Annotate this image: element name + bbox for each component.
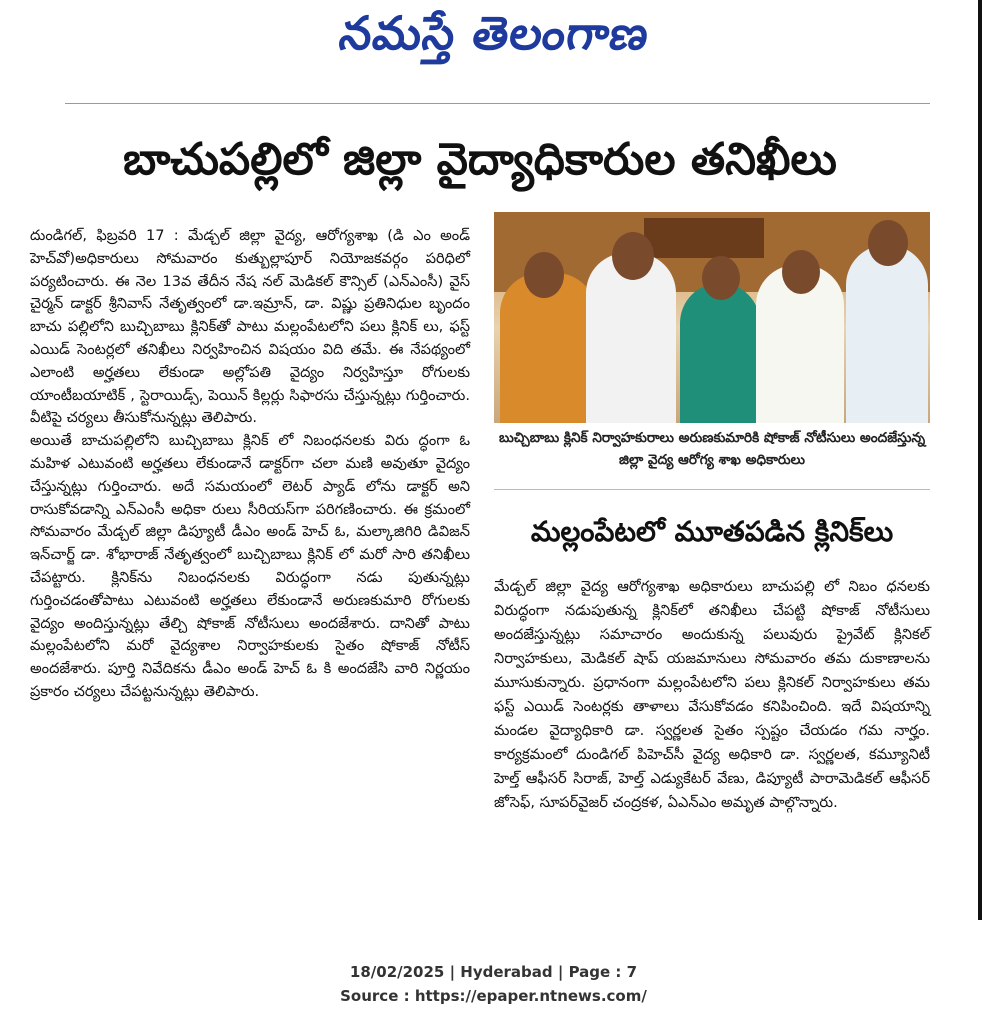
photo-person-4-head (782, 250, 820, 294)
photo-person-5-head (868, 220, 908, 266)
masthead (0, 0, 987, 80)
footer-source-link[interactable]: Source : https://epaper.ntnews.com/ (340, 987, 647, 1005)
header-divider (65, 103, 930, 104)
newspaper-logo: నమస్తే తెలంగాణ (335, 6, 653, 60)
footer-edition-info: 18/02/2025 | Hyderabad | Page : 7 (349, 963, 638, 981)
photo-person-3 (680, 283, 760, 423)
photo-caption: బుచ్చిబాబు క్లినిక్ నిర్వాహకురాలు అరుణకుమారికి షోకాజ్ నోటీసులు అందజేస్తున్న జిల్లా వైద్య ఆరోగ్య శాఖ అధికారులు (494, 427, 930, 490)
article-headline: బాచుపల్లిలో జిల్లా వైద్యాధికారుల తనిఖీలు (123, 134, 837, 185)
photo-person-1-head (524, 252, 564, 298)
left-column (30, 225, 470, 704)
photo-person-3-head (702, 256, 740, 300)
article-paragraph-1: దుండిగల్, ఫిబ్రవరి 17 : మేడ్చల్ జిల్లా వైద్య, ఆరోగ్యశాఖ (డి ఎం అండ్ హెచ్‌వో)అధికారులు సోమవారం కుత్బుల్లాపూర్ నియోజకవర్గం పరిధిలో పర్యటించారు. ఈ నెల 13వ తేదీన నేష నల్ మెడికల్ కౌన్సిల్ (ఎన్ఎంసీ) వైస్ చైర్మన్ డాక్టర్ శ్రీనివాస్ నేతృత్వంలో డా.ఇమ్రాన్, డా. విష్ణు ప్రతినిధుల బృందం బాచు పల్లిలోని బుచ్చిబాబు క్లినిక్‌తో పాటు మల్లంపేటలోని పలు క్లినిక్ లు, ఫస్ట్ ఎయిడ్ సెంటర్లలో తనిఖీలు నిర్వహించిన విషయం విది తమే. ఈ నేపథ్యంలో ఎలాంటి అర్హతలు లేకుండా అల్లోపతి వైద్యం నిర్వహిస్తూ రోగులకు యాంటీబయాటిక్ , స్టెరాయిడ్స్, పెయిన్ కిల్లర్లు సిఫారసు చేస్తున్నట్లు గుర్తించారు. వీటిపై చర్యలు తీసుకోనున్నట్లు తెలిపారు. (30, 227, 470, 427)
article-paragraph-2: అయితే బాచుపల్లిలోని బుచ్చిబాబు క్లినిక్ లో నిబంధనలకు విరు ద్ధంగా ఓ మహిళ ఎటువంటి అర్హతలు లేకుండానే డాక్టర్‌గా చలా మణి అవుతూ వైద్యం చేస్తున్నట్లు గుర్తించారు. అదే సమయంలో లెటర్ ప్యాడ్ లోను డాక్టర్ అని రాసుకోవడాన్ని ఎన్ఎంసీ అధికా రులు సీరియస్‌గా పరిగణించారు. ఈ క్రమంలో సోమవారం మేడ్చల్ జిల్లా డిప్యూటీ డీఎం అండ్ హెచ్ ఓ, మల్కాజిగిరి డివిజన్ ఇన్‌చార్జ్ డా. శోభారాజ్ నేతృత్వంలో బుచ్చిబాబు క్లినిక్ లో మరో సారి తనిఖీలు చేపట్టారు. క్లినిక్‌ను నిబంధనలకు విరుద్ధంగా నడు పుతున్నట్లు గుర్తించడంతోపాటు ఎటువంటి అర్హతలు లేకుండానే అరుణకుమారి రోగులకు వైద్యం అందిస్తున్నట్లు తేల్చి షోకాజ్ నోటీసులు అందజేశారు. దానితో పాటు మల్లంపేటలోని మరో వైద్యశాల నిర్వాహకులకు సైతం షోకాజ్ నోటీస్ అందజేశారు. పూర్తి నివేదికను డీఎం అండ్ హెచ్ ఓ కి అందజేసి వారి నిర్ణయం ప్రకారం చర్యలు చేపట్టనున్నట్లు తెలిపారు. (30, 432, 470, 700)
photo-frames (644, 218, 764, 258)
photo-person-5 (846, 245, 928, 423)
page-footer (0, 960, 987, 1008)
news-photo (494, 212, 930, 423)
article-subheadline: మల్లంపేటలో మూతపడిన క్లినిక్‌లు (530, 515, 894, 548)
photo-person-2-head (612, 232, 654, 280)
page-edge-border (978, 0, 982, 920)
article-paragraph-3: మేడ్చల్ జిల్లా వైద్య ఆరోగ్యశాఖ అధికారులు బాచుపల్లి లో నిబం ధనలకు విరుద్ధంగా నడుపుతున్న క్లినిక్‌లో తనిఖీలు చేపట్టి షోకాజ్ నోటీసులు అందజేస్తున్నట్లు సమాచారం అందుకున్న పలువురు ప్రైవేట్ క్లినికల్ నిర్వాహకులు, మెడికల్ షాప్ యజమానులు సోమవారం తమ దుకాణాలను మూసుకున్నారు. ప్రధానంగా మల్లంపేటలోని పలు క్లినికల్ నిర్వాహకులు తమ ఫస్ట్ ఎయిడ్ సెంటర్లకు తాళాలు వేసుకోవడం కనిపించింది. ఇదే విషయాన్ని మండల వైద్యాధికారి డా. స్వర్ణలత సైతం స్పష్టం చేయడం గమ నార్హం. కార్యక్రమంలో దుండిగల్ పిహెచ్‌సీ వైద్య అధికారి డా. స్వర్ణలత, కమ్యూనిటీ హెల్త్ ఆఫీసర్ సిరాజ్, హెల్త్ ఎడ్యుకేటర్ వేణు, డిప్యూటీ పారామెడికల్ ఆఫీసర్ జోసెఫ్, సూపర్‌వైజర్ చంద్రకళ, ఏఎన్ఎం అమృత పాల్గొన్నారు. (494, 578, 930, 811)
right-column (494, 575, 930, 815)
